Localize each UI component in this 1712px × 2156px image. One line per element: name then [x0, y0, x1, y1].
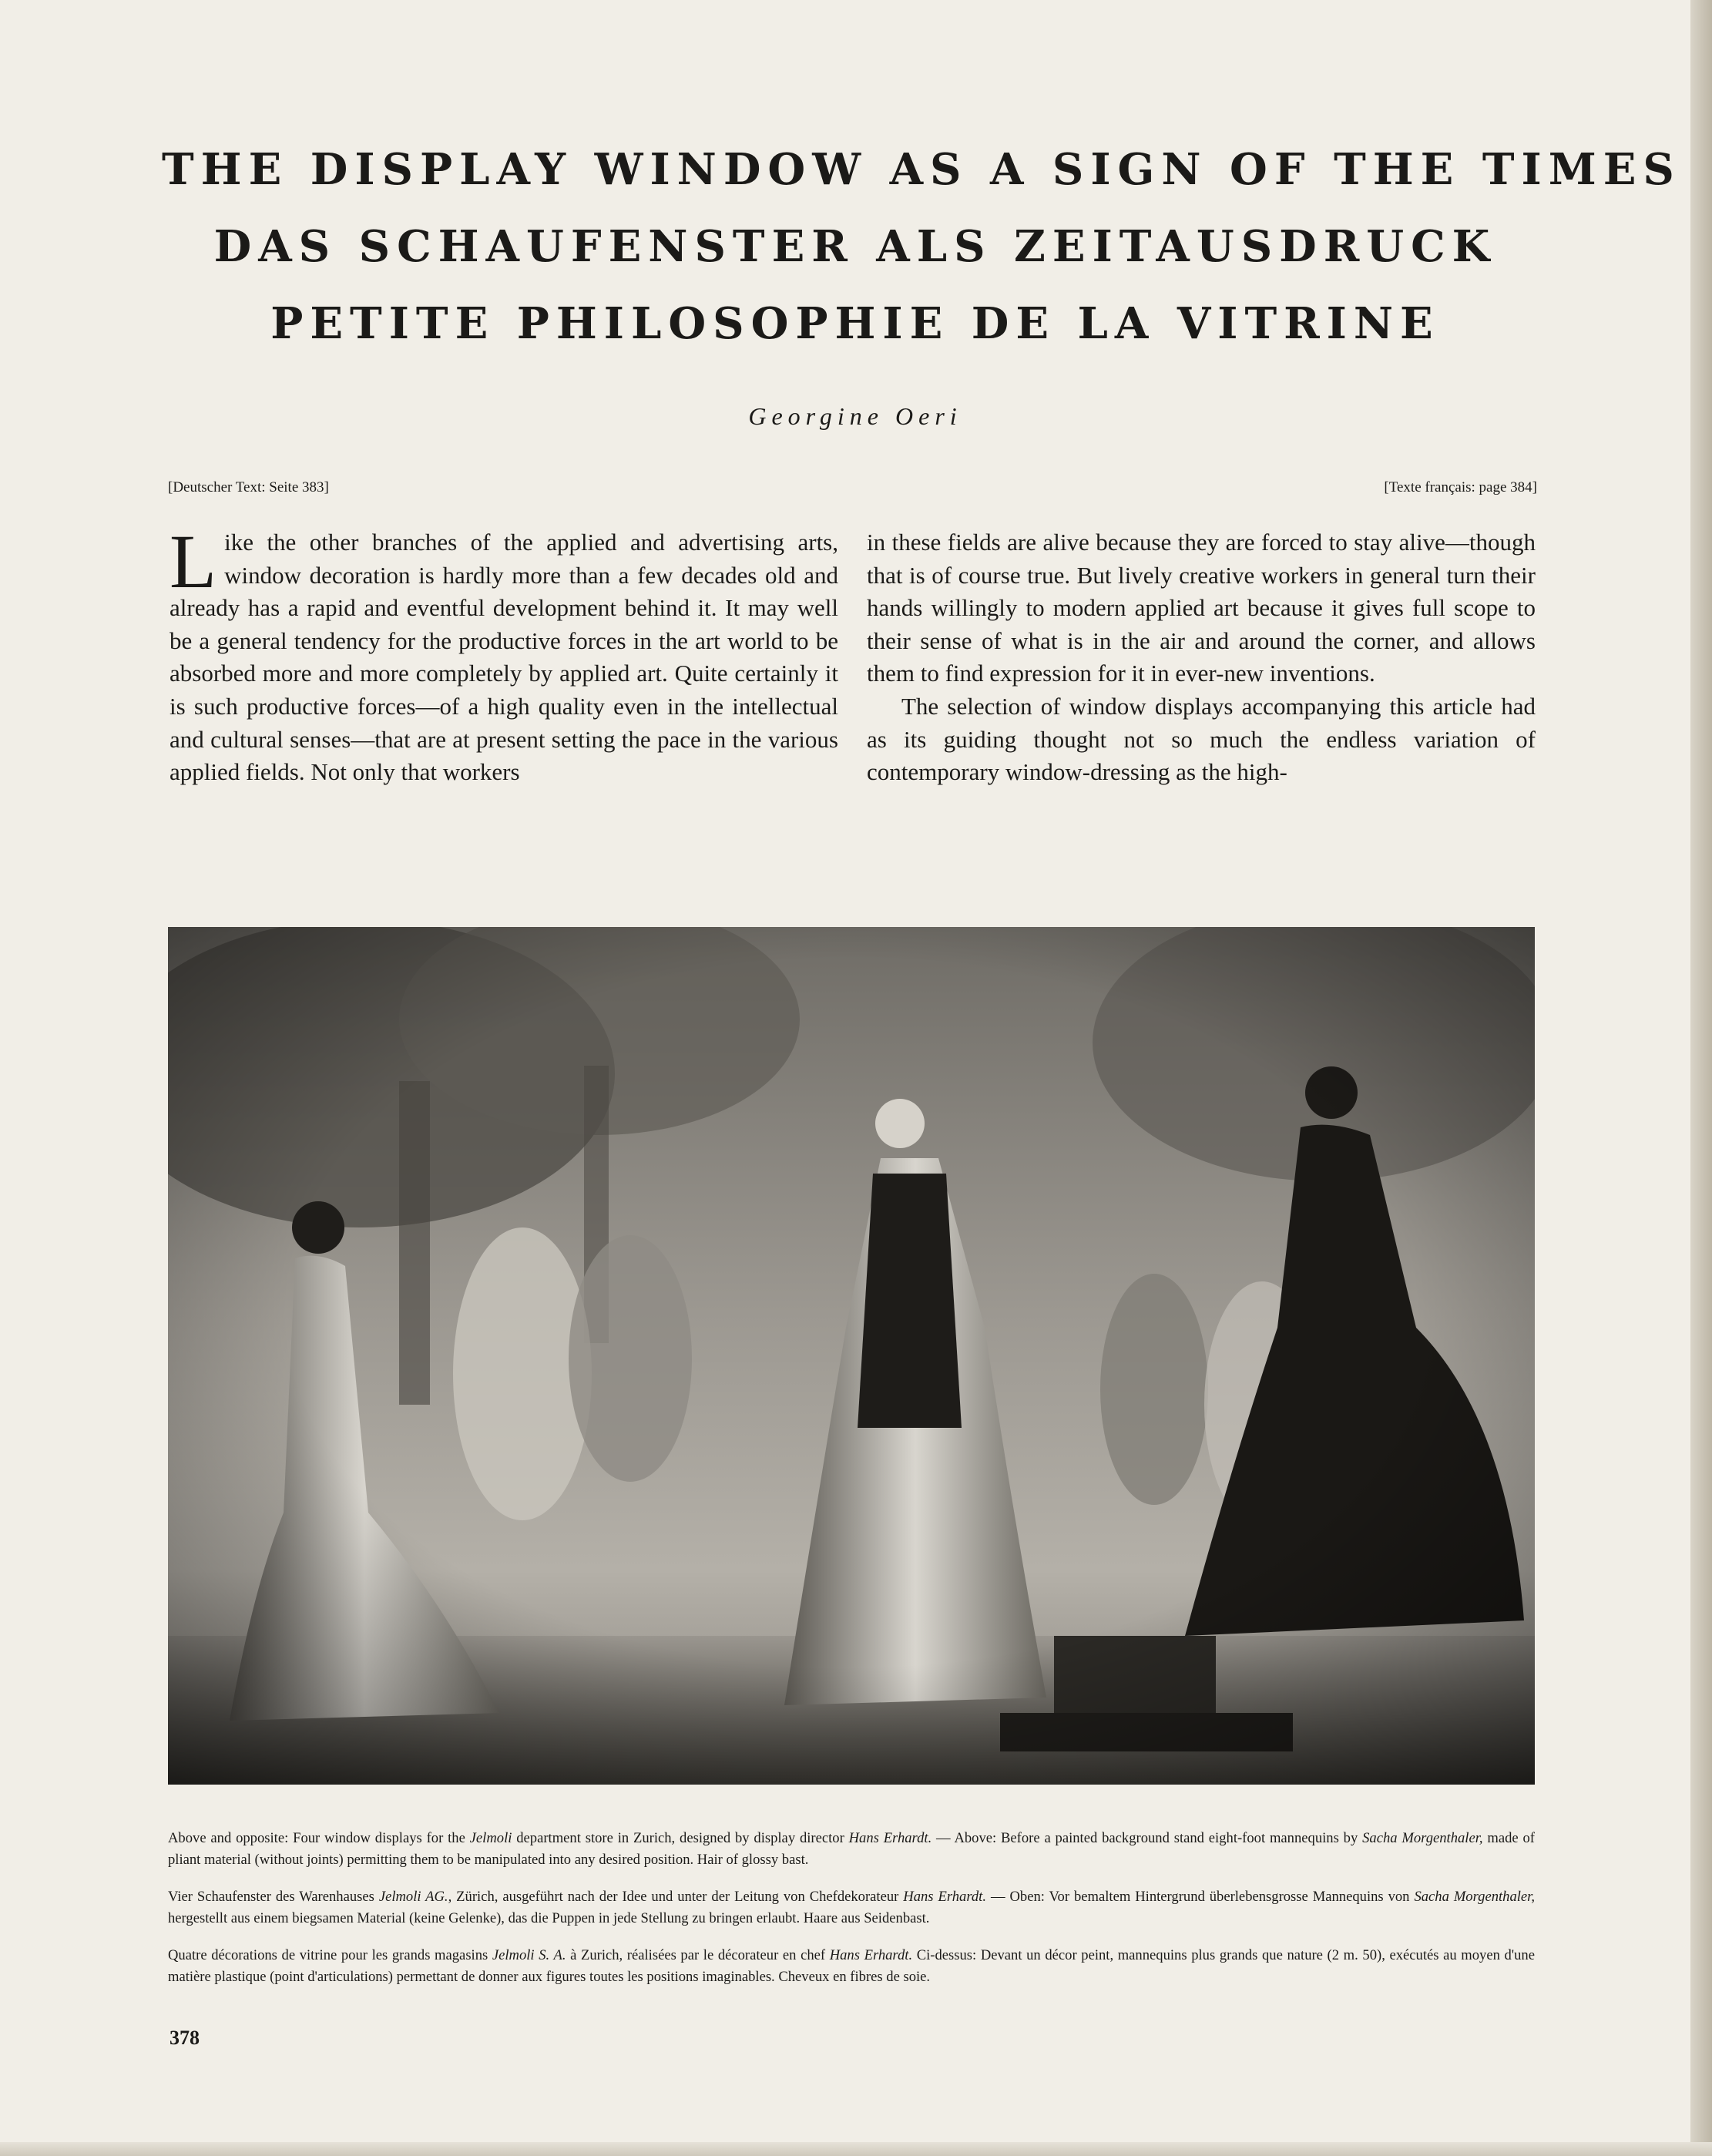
- caption-text: hergestellt aus einem biegsamen Material (keine Gelenke), das die Puppen in jede Stellung zu bringen erlaubt. Haare aus Seidenbast.: [168, 1910, 930, 1926]
- caption-german: [168, 1886, 1535, 1929]
- body-paragraph: The selection of window displays accompanying this article had as its guiding thought not so much the endless variation of contemporary window-dressing as the high-: [867, 692, 1536, 786]
- caption-text: — Oben: Vor bemaltem Hintergrund überlebensgrosse Mannequins von: [986, 1889, 1415, 1905]
- caption-director: Hans Erhardt.: [829, 1947, 913, 1963]
- title-german: DAS SCHAUFENSTER ALS ZEITAUSDRUCK: [213, 221, 1497, 272]
- drop-cap: L: [170, 519, 217, 604]
- body-paragraph: [170, 519, 838, 789]
- caption-english: [168, 1828, 1535, 1871]
- french-text-reference: [Texte français: page 384]: [1384, 479, 1537, 495]
- caption-store: Jelmoli: [469, 1830, 512, 1846]
- body-paragraph: in these fields are alive because they are forced to stay alive—though that is of course true. But lively creative workers in general turn their hands willingly to modern applied art because it gives full scope to their sense of what is in the air and around the corner, and allows them to find expression for it in ever-new inventions.: [867, 529, 1536, 687]
- caption-store: Jelmoli S. A.: [492, 1947, 566, 1963]
- caption-director: Hans Erhardt.: [848, 1830, 932, 1846]
- caption-text: department store in Zurich, designed by display director: [512, 1830, 849, 1846]
- caption-text: Above and opposite: Four window displays for the: [168, 1830, 470, 1846]
- caption-text: Zürich, ausgeführt nach der Idee und unter der Leitung von Chefdekorateur: [451, 1889, 904, 1905]
- body-column-left: [170, 519, 838, 789]
- caption-text: à Zurich, réalisées par le décorateur en chef: [566, 1947, 830, 1963]
- german-text-reference: [Deutscher Text: Seite 383]: [168, 479, 329, 495]
- caption-text: Quatre décorations de vitrine pour les grands magasins: [168, 1947, 492, 1963]
- caption-artist: Sacha Morgenthaler,: [1362, 1830, 1483, 1846]
- caption-text: made of pliant material (without joints) permitting them to be manipulated into any desired position. Hair of glossy bast.: [168, 1830, 1535, 1868]
- photo-captions: [168, 1828, 1535, 2003]
- caption-text: Ci-dessus: Devant un décor peint, mannequins plus grands que nature (2 m. 50), exécutés au moyen d'une matière plastique (point d'articulations) permettant de donner aux figures toutes les positions imaginables. Cheveux en fibres de soie.: [168, 1947, 1535, 1985]
- body-text: ike the other branches of the applied and advertising arts, window decoration is hardly more than a few decades old and already has a rapid and eventful development behind it. It may well be a general tendency for the productive forces in the art world to be absorbed more and more completely by applied art. Quite certainly it is such productive forces—of a high quality even in the intellectual and cultural senses—that are at present setting the pace in the various applied fields. Not only that workers: [170, 529, 838, 786]
- caption-artist: Sacha Morgenthaler,: [1414, 1889, 1536, 1905]
- caption-store: Jelmoli AG.,: [378, 1889, 452, 1905]
- title-english: THE DISPLAY WINDOW AS A SIGN OF THE TIMES: [162, 144, 1681, 195]
- page-edge-shadow: [1690, 0, 1712, 2156]
- photo-illustration: [168, 927, 1535, 1785]
- caption-text: Vier Schaufenster des Warenhauses: [168, 1889, 379, 1905]
- page-number: 378: [170, 2027, 200, 2049]
- author-byline: Georgine Oeri: [748, 402, 962, 430]
- body-column-right: [867, 526, 1536, 789]
- caption-director: Hans Erhardt.: [903, 1889, 986, 1905]
- page-bottom-edge: [0, 2142, 1712, 2156]
- article-title: [162, 131, 1681, 362]
- caption-text: — Above: Before a painted background stand eight-foot mannequins by: [932, 1830, 1363, 1846]
- title-french: PETITE PHILOSOPHIE DE LA VITRINE: [270, 298, 1440, 349]
- caption-french: [168, 1945, 1535, 1988]
- window-display-photo: [168, 927, 1535, 1785]
